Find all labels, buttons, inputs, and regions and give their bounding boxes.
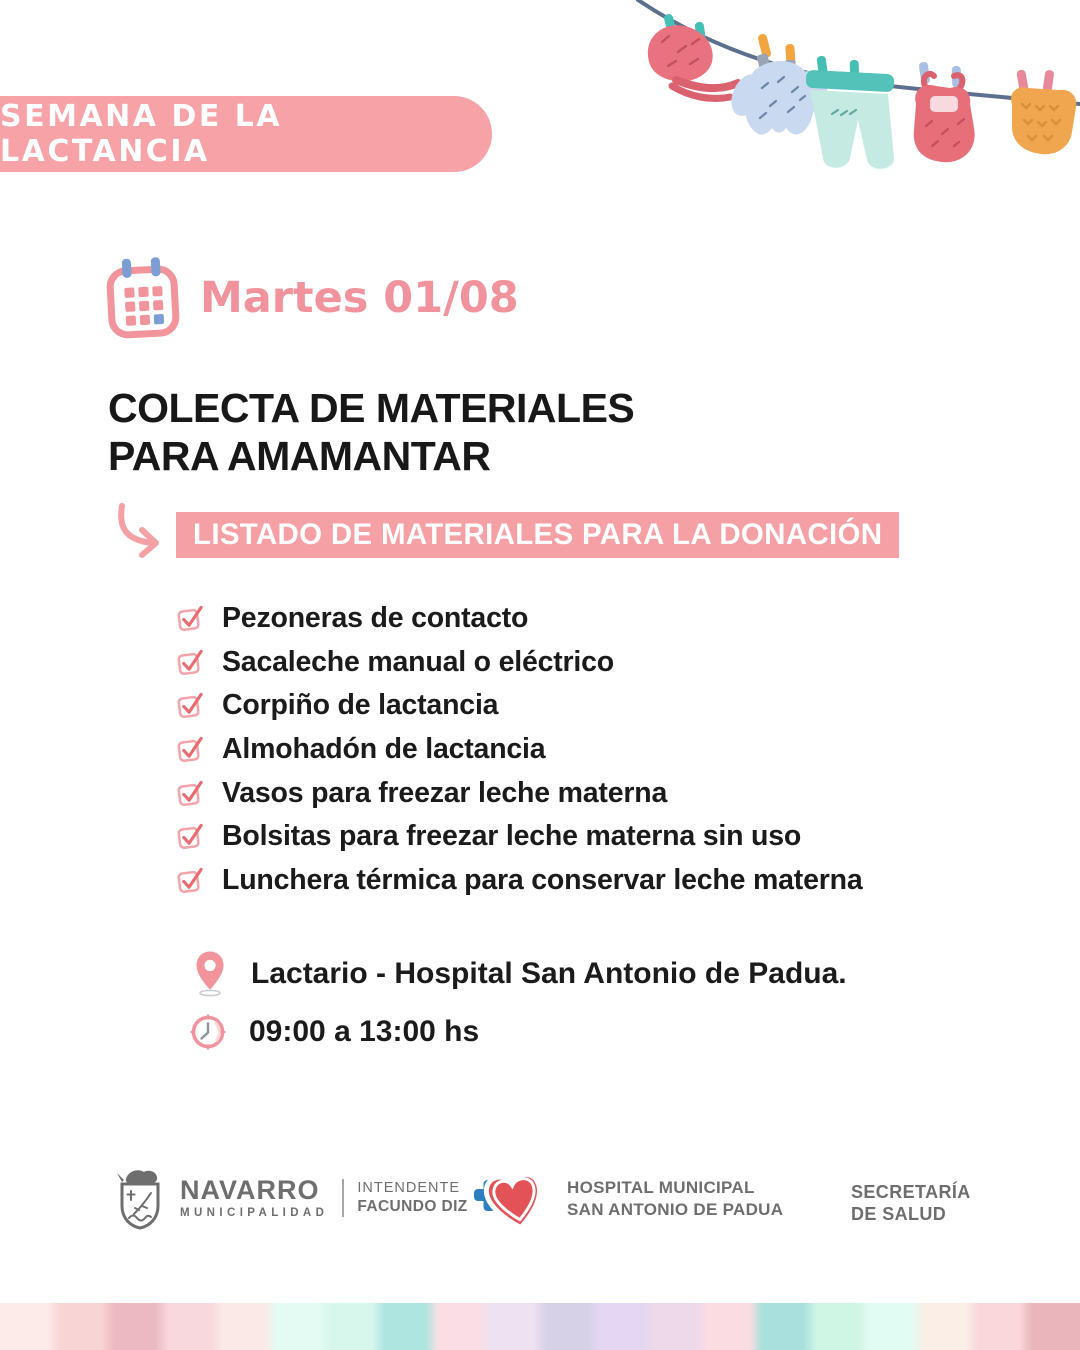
event-week-label: SEMANA DE LA LACTANCIA	[0, 99, 283, 169]
checkbox-icon	[176, 822, 205, 851]
checklist-item	[176, 771, 862, 815]
checklist-item	[176, 684, 862, 728]
calendar-icon	[106, 256, 180, 340]
date-row	[106, 256, 519, 340]
footer-divider	[342, 1179, 344, 1217]
checklist-item	[176, 641, 862, 685]
checklist	[176, 597, 862, 902]
clock-icon	[189, 1013, 227, 1051]
time-row	[189, 1013, 479, 1051]
hospital-name-line-2: SAN ANTONIO DE PADUA	[567, 1200, 784, 1219]
curved-arrow-icon	[112, 500, 168, 562]
checkbox-icon	[176, 691, 205, 720]
checkbox-icon	[176, 604, 205, 633]
list-header-row	[112, 500, 899, 562]
municipality-subtitle: MUNICIPALIDAD	[180, 1207, 329, 1219]
knit-hat-illustration	[1011, 69, 1076, 154]
checkbox-icon	[176, 648, 205, 677]
checklist-item-label: Bolsitas para freezar leche materna sin uso	[222, 820, 802, 853]
checkbox-icon	[176, 779, 205, 808]
checklist-item	[176, 859, 862, 903]
health-secretary-label	[851, 1182, 971, 1226]
clothesline-illustration	[620, 0, 1080, 215]
bonnet-illustration	[648, 13, 738, 98]
checklist-item-label: Almohadón de lactancia	[222, 733, 546, 766]
checkbox-icon	[176, 735, 205, 764]
secretary-line-1: SECRETARÍA	[851, 1182, 971, 1202]
checklist-item-label: Lunchera térmica para conservar leche materna	[222, 863, 863, 896]
secretary-line-2: DE SALUD	[851, 1203, 947, 1224]
list-header-label: LISTADO DE MATERIALES PARA LA DONACIÓN	[193, 518, 883, 551]
checklist-item-label: Corpiño de lactancia	[222, 689, 499, 722]
pants-illustration	[806, 55, 895, 168]
checklist-item-label: Sacaleche manual o eléctrico	[222, 645, 615, 678]
checklist-item	[176, 815, 862, 859]
checklist-item-label: Pezoneras de contacto	[222, 602, 529, 635]
title-line-2: PARA AMAMANTAR	[108, 433, 491, 479]
mayor-title: INTENDENTE	[357, 1180, 460, 1196]
municipality-name: NAVARRO	[180, 1175, 320, 1205]
hospital-name-line-1: HOSPITAL MUNICIPAL	[567, 1177, 755, 1197]
romper-illustration	[914, 61, 975, 162]
title-line-1: COLECTA DE MATERIALES	[108, 385, 635, 431]
date-label: Martes 01/08	[200, 273, 519, 323]
hospital-logo	[472, 1164, 783, 1234]
hospital-heart-icon	[472, 1164, 556, 1234]
time-label: 09:00 a 13:00 hs	[249, 1015, 480, 1048]
checkbox-icon	[176, 866, 205, 895]
event-week-badge	[0, 96, 492, 172]
mayor-name: FACUNDO DIZ	[357, 1198, 468, 1215]
location-row	[194, 950, 847, 997]
location-pin-icon	[194, 950, 226, 997]
list-header-bar	[176, 512, 899, 558]
location-label: Lactario - Hospital San Antonio de Padua.	[251, 956, 847, 990]
checklist-item	[176, 728, 862, 772]
navarro-crest-icon	[112, 1166, 168, 1230]
checklist-item	[176, 597, 862, 641]
municipality-logo	[112, 1166, 468, 1230]
page-title	[108, 384, 634, 480]
checklist-item-label: Vasos para freezar leche materna	[222, 776, 668, 809]
pastel-stripe	[0, 1303, 1080, 1350]
